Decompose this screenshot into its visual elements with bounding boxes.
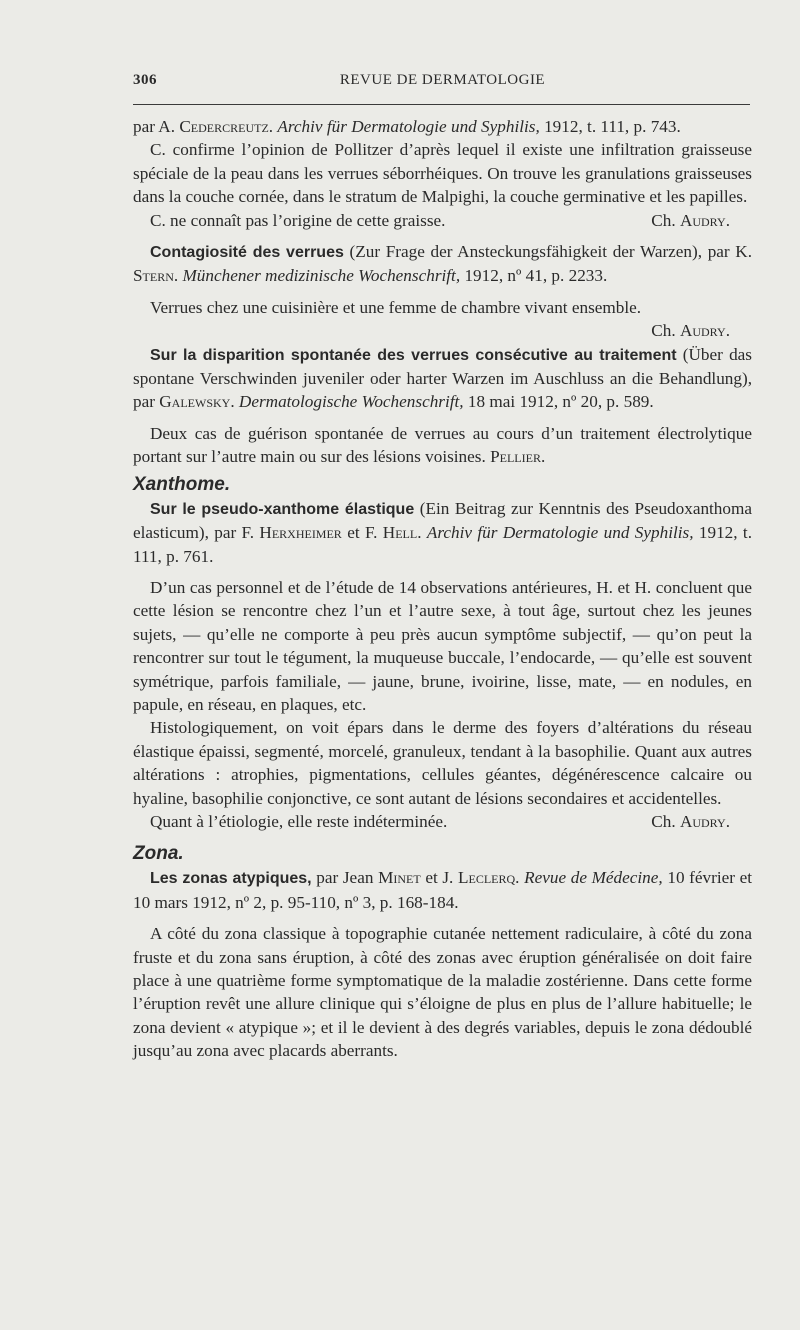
entry-zona [133, 866, 752, 914]
journal-title: Archiv für Dermatologie und Syphilis, [277, 117, 540, 136]
reference-cedercreutz [133, 115, 752, 138]
author-name: Galewsky [159, 392, 231, 412]
ref-separator: . [173, 266, 183, 286]
author-name: Minet [378, 868, 421, 888]
paragraph-zona: A côté du zona classique à topographie cutanée nettement radiculaire, à côté du zona fruste et du zona sans éruption, à côté des zonas avec éruption généralisée on doit faire place à une quatrième forme symptomatique de la maladie zostérienne. Dans cette forme l’éruption revêt une allure clinique qui s’éloigne de plus en plus de l’allure habituelle; le zona devient « atypique »; et il le devient à des degrés variables, depuis le zona dédoublé jusqu’au zona avec placards aberrants. [133, 924, 752, 1061]
citation-details: 10 février et 10 mars 1912, nº 2, p. 95-110, nº 3, p. 168-184. [133, 868, 753, 912]
ref-prefix: par A. [133, 117, 180, 136]
signature-prefix: Ch. [651, 811, 680, 831]
author-name: Hell [382, 523, 418, 543]
section-heading-xanthome: Xanthome. [133, 473, 231, 495]
entry-xanthome [133, 497, 752, 568]
entry-title: Les zonas atypiques, [150, 870, 312, 888]
running-title: REVUE DE DERMATOLOGIE [339, 72, 546, 88]
ref-separator: et F. [341, 523, 383, 543]
section-heading-zona: Zona. [133, 843, 184, 865]
signature [634, 810, 752, 833]
page-number: 306 [133, 72, 157, 88]
author-name: Stern [133, 266, 174, 286]
entry-subtitle: par Jean [311, 868, 379, 888]
entry-subtitle: (Über das spontane Verschwinden juveniler oder harter Warzen im Auschluss an die Behandlung), par [133, 344, 752, 412]
signature-name: Audry. [679, 321, 730, 341]
signature [133, 319, 752, 342]
ref-separator: . [230, 392, 239, 412]
entry-subtitle: (Ein Beitrag zur Kenntnis des Pseudoxanthoma elasticum), par F. [133, 498, 752, 543]
ref-separator: et J. [420, 868, 458, 888]
paragraph-galewsky [133, 422, 752, 469]
author-name: Cedercreutz [179, 117, 269, 136]
ref-separator: . [515, 868, 525, 888]
running-header [133, 72, 752, 98]
entry-stern [133, 240, 752, 288]
paragraph-text: Deux cas de guérison spontanée de verrues au cours d’un traitement électrolytique portant sur l’autre main ou sur des lésions voisines. [133, 423, 752, 467]
entry-title: Contagiosité des verrues [150, 244, 344, 262]
paragraph-xanthome-2: Histologiquement, on voit épars dans le derme des foyers d’altérations du réseau élastique épaissi, segmenté, morcelé, granuleux, tendant à la basophilie. Quant aux autres altérations : atrophies, pigmentations, cellules géantes, dégénérescence calcaire ou hyaline, basophilie conjonctive, ce sont autant de lésions secondaires et accidentelles. [133, 718, 752, 808]
signature-name: Audry. [679, 811, 730, 831]
author-name: Herxheimer [259, 523, 342, 543]
signature-prefix: Ch. [651, 321, 680, 341]
citation-details: 18 mai 1912, nº 20, p. 589. [463, 392, 654, 412]
entry-subtitle: (Zur Frage der Ansteckungsfähigkeit der Warzen), par K. [343, 242, 752, 262]
signature [634, 209, 752, 232]
paragraph-xanthome-1: D’un cas personnel et de l’étude de 14 observations antérieures, H. et H. concluent que cette lésion se rencontre chez l’un et l’autre sexe, à tout âge, surtout chez les jeunes sujets, — qu’elle ne comporte à peu près aucun symptôme subjectif, — qu’on peut la rencontrer sur tout le tégument, la muqueuse buccale, l’endocarde, — qu’elle est souvent symétrique, parfois familiale, — jaune, brune, ivoirine, lisse, mate, — en nodules, en papule, en réseau, en plaques, etc. [133, 577, 752, 714]
citation-details: 1912, t. 111, p. 743. [539, 117, 681, 136]
header-rule [133, 104, 750, 105]
citation-details: 1912, t. 111, p. 761. [133, 523, 752, 566]
signed-line-xanthome [133, 810, 752, 833]
journal-title: Dermatologische Wochenschrift, [238, 392, 464, 412]
signature-name: Pellier. [490, 447, 546, 467]
entry-title: Sur le pseudo-xanthome élastique [150, 500, 415, 518]
signature-prefix: Ch. [651, 210, 680, 230]
ref-separator: . [417, 523, 427, 543]
journal-title: Münchener medizinische Wochenschrift, [182, 266, 461, 286]
paragraph-text: C. ne connaît pas l’origine de cette graisse. [150, 210, 446, 230]
paragraph-stern: Verrues chez une cuisinière et une femme de chambre vivant ensemble. [150, 297, 642, 317]
signed-line-cedercreutz [133, 209, 752, 232]
body-text [133, 115, 752, 1063]
paragraph-cedercreutz: C. confirme l’opinion de Pollitzer d’après lequel il existe une infiltration graisseuse spéciale de la peau dans les verrues séborrhéiques. On trouve les granulations graisseuses dans la couche cornée, dans le stratum de Malpighi, la couche germinative et les papilles. [133, 140, 752, 207]
entry-title: Sur la disparition spontanée des verrues consécutive au traitement [150, 346, 677, 364]
entry-galewsky [133, 343, 752, 414]
citation-details: 1912, nº 41, p. 2233. [460, 266, 608, 286]
journal-title: Revue de Médecine, [524, 868, 663, 888]
journal-title: Archiv für Dermatologie und Syphilis, [426, 523, 694, 543]
signature-name: Audry. [679, 210, 730, 230]
author-name: Leclerq [458, 868, 516, 888]
ref-separator: . [268, 117, 278, 136]
paragraph-text: Quant à l’étiologie, elle reste indéterminée. [150, 811, 448, 831]
